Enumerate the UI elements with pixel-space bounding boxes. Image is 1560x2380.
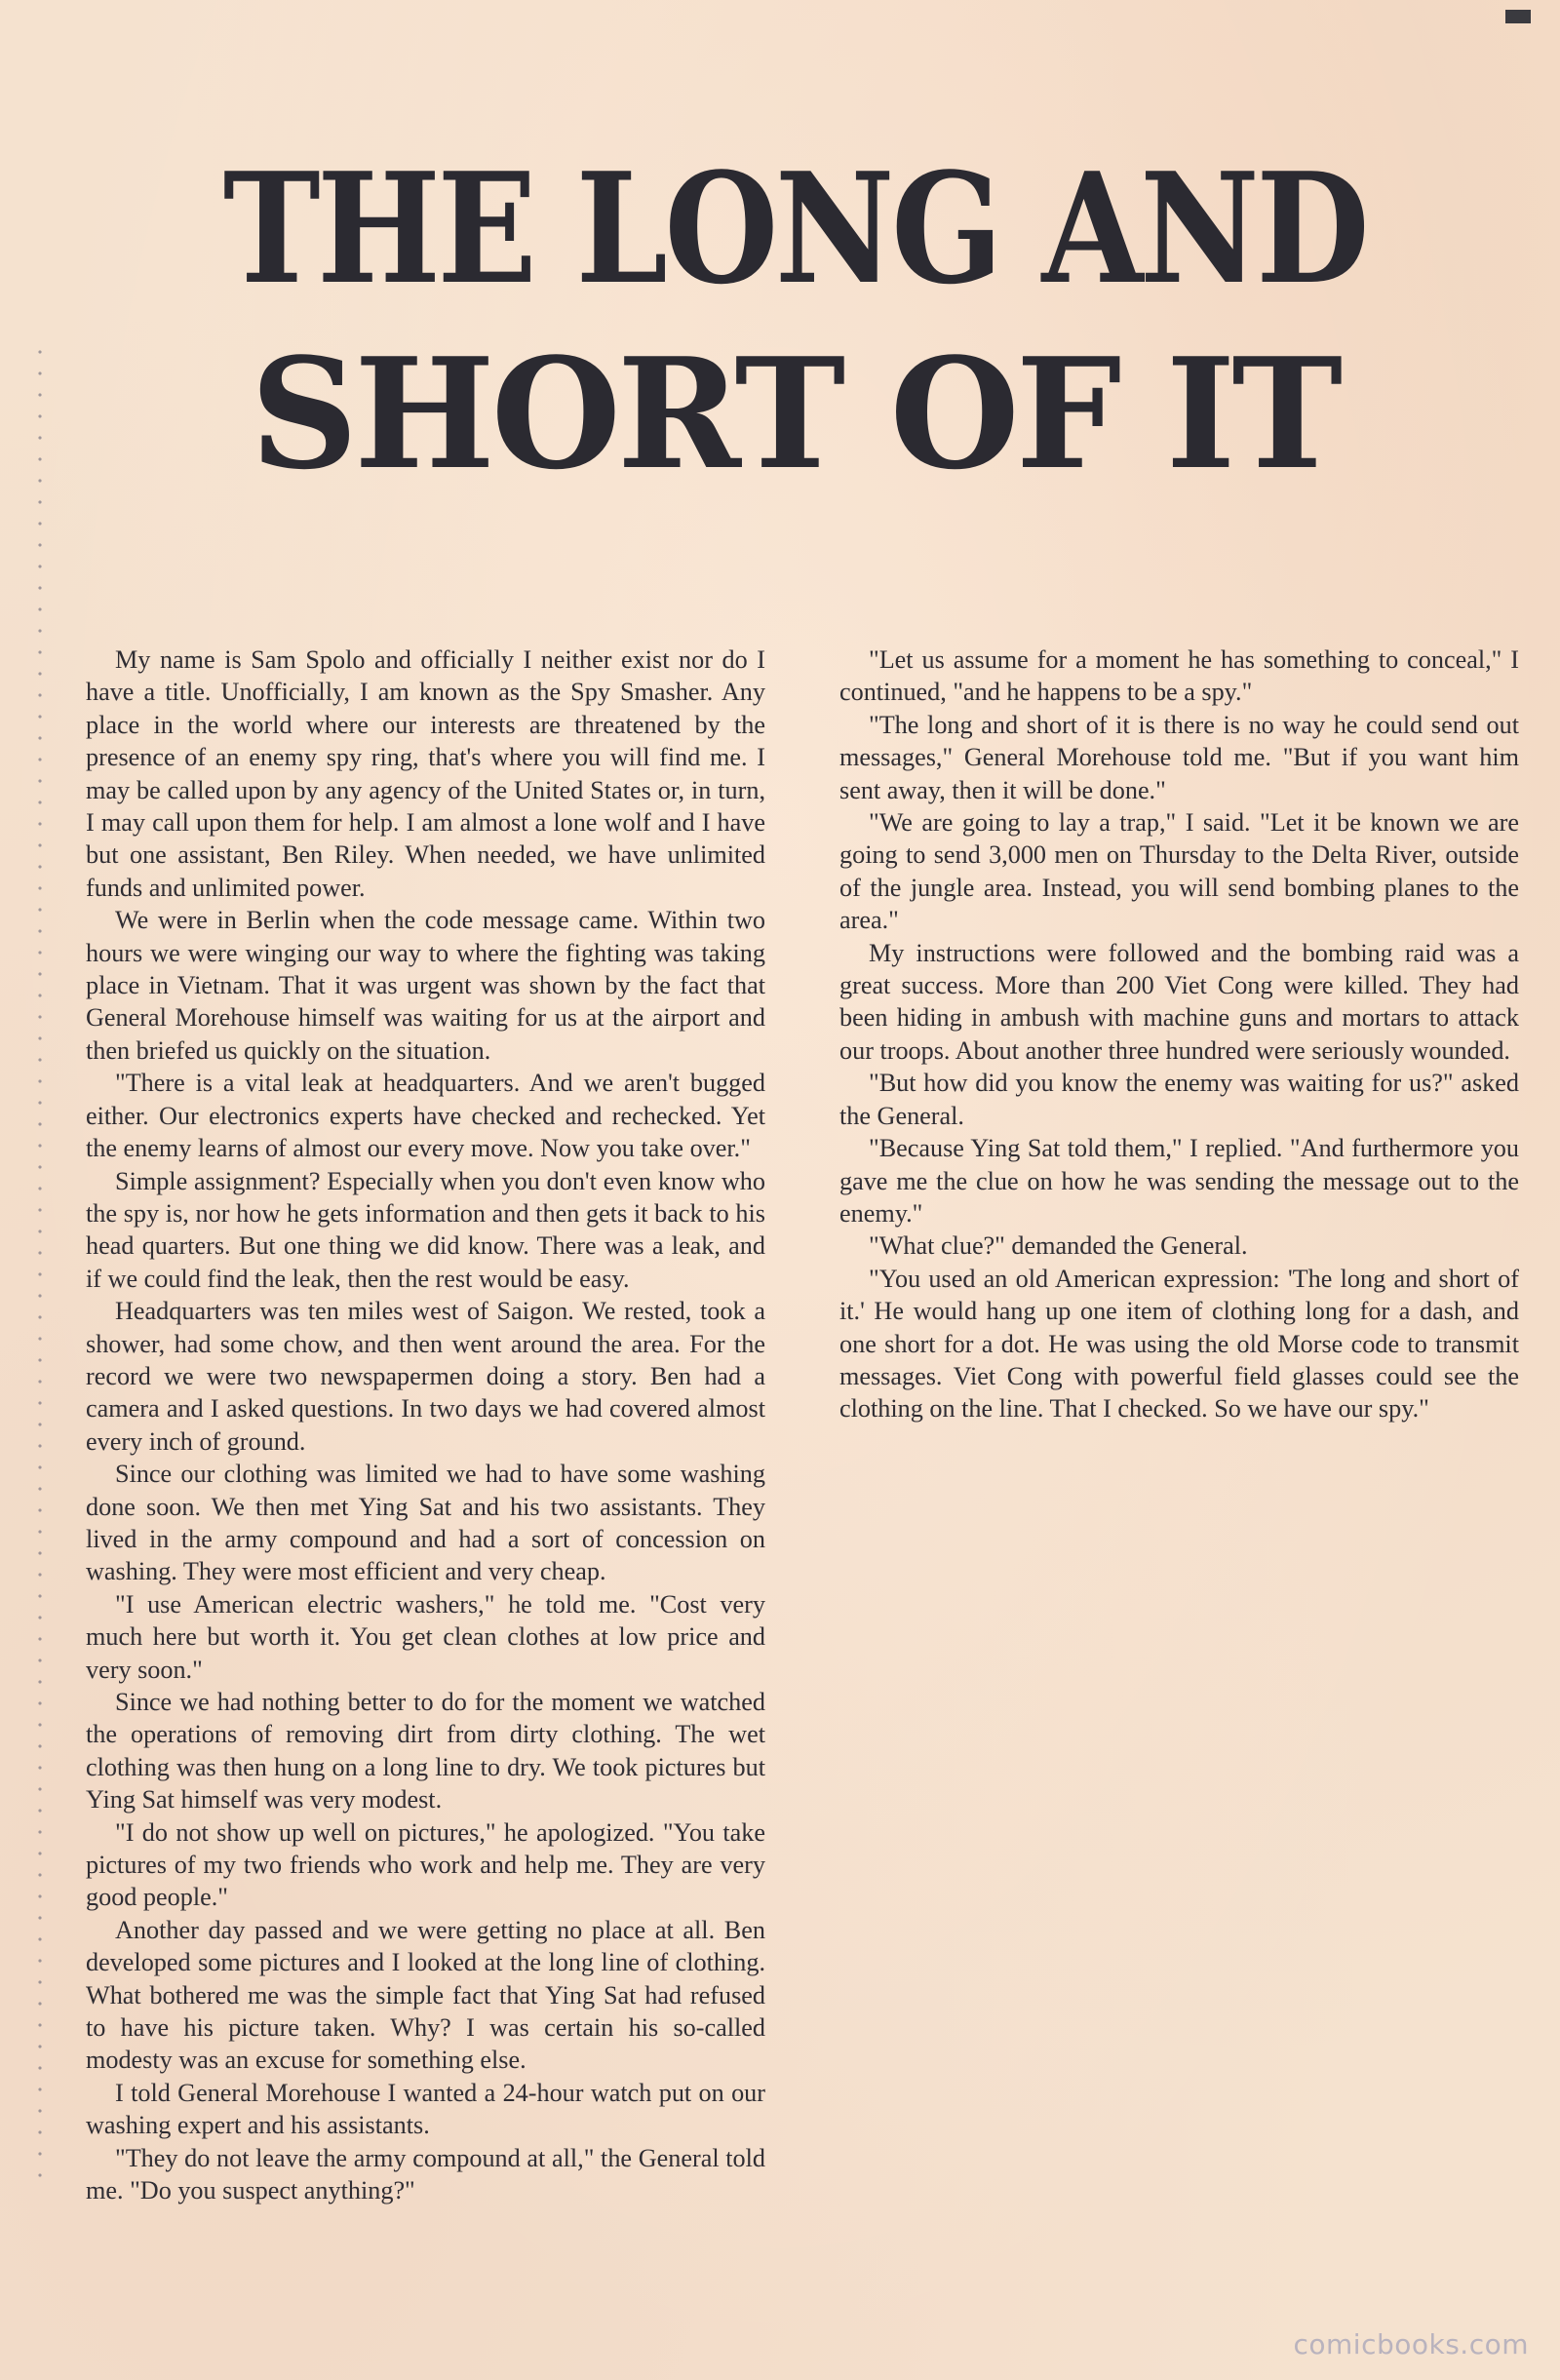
paragraph: We were in Berlin when the code message came. Within two hours we were winging our way to where the fighting was taking place in Vietnam. That it was urgent was shown by the fact that General Morehouse himself was waiting for us at the airport and then briefed us quickly on the situation. — [86, 906, 765, 1065]
paragraph: My name is Sam Spolo and officially I neither exist nor do I have a title. Unofficially, I am known as the Spy Smasher. Any place in the world where our interests are threatened by the presence of an enemy spy ring, that's where you will find me. I may be called upon by any agency of the United States or, in turn, I may call upon them for help. I am almost a lone wolf and I have but one assistant, Ben Riley. When needed, we have unlimited funds and unlimited power. — [86, 645, 765, 902]
binding-holes — [33, 341, 47, 2194]
story-title — [88, 137, 1502, 507]
paragraph: "There is a vital leak at headquarters. And we aren't bugged either. Our electronics experts have checked and rechecked. Yet the enemy learns of almost our every move. Now you take over." — [86, 1069, 765, 1163]
paragraph: "I use American electric washers," he told me. "Cost very much here but worth it. You get clean clothes at low price and very soon." — [86, 1589, 765, 1684]
paragraph: "What clue?" demanded the General. — [869, 1231, 1248, 1261]
paragraph: "We are going to lay a trap," I said. "Let it be known we are going to send 3,000 men on Thursday to the Delta River, outside of the jungle area. Instead, you will send bombing planes to the area." — [839, 808, 1519, 935]
paragraph: Headquarters was ten miles west of Saigon. We rested, took a shower, had some chow, and then went around the area. For the record we were two newspapermen doing a story. Ben had a camera and I asked questions. In two days we had covered almost every inch of ground. — [86, 1297, 765, 1456]
paragraph: My instructions were followed and the bombing raid was a great success. More than 200 Viet Cong were killed. They had been hiding in ambush with machine guns and mortars to attack our troops. About another three hundred were seriously wounded. — [839, 938, 1519, 1065]
paragraph: Another day passed and we were getting no place at all. Ben developed some pictures and I looked at the long line of clothing. What bothered me was the simple fact that Ying Sat had refused to have his picture taken. Why? I was certain his so-called modesty was an excuse for something else. — [86, 1915, 765, 2075]
paragraph: "But how did you know the enemy was waiting for us?" asked the General. — [839, 1069, 1519, 1130]
corner-mark — [1505, 10, 1531, 23]
paragraph: "They do not leave the army compound at all," the General told me. "Do you suspect anything?" — [86, 2143, 765, 2205]
paragraph: Since our clothing was limited we had to have some washing done soon. We then met Ying Sat and his two assistants. They lived in the army compound and had a sort of concession on washing. They were most efficient and very cheap. — [86, 1460, 765, 1586]
site-watermark: comicbooks.com — [1293, 2328, 1529, 2360]
paragraph: Simple assignment? Especially when you don't even know who the spy is, nor how he gets information and then gets it back to his head quarters. But one thing we did know. There was a leak, and if we could find the leak, then the rest would be easy. — [86, 1166, 765, 1293]
title-line-2: SHORT OF IT — [250, 325, 1340, 503]
paragraph: "I do not show up well on pictures," he apologized. "You take pictures of my two friends who work and help me. They are very good people." — [86, 1817, 765, 1912]
article-body — [86, 644, 1519, 2223]
paragraph: "Let us assume for a moment he has something to conceal," I continued, "and he happens to be a spy." — [839, 645, 1519, 707]
title-line-1: THE LONG AND — [222, 139, 1367, 318]
paragraph: "Because Ying Sat told them," I replied. "And furthermore you gave me the clue on how he was sending the message out to the enemy." — [839, 1134, 1519, 1228]
paragraph: I told General Morehouse I wanted a 24-hour watch put on our washing expert and his assistants. — [86, 2078, 765, 2140]
paragraph: Since we had nothing better to do for the moment we watched the operations of removing dirt from dirty clothing. The wet clothing was then hung on a long line to dry. We took pictures but Ying Sat himself was very modest. — [86, 1688, 765, 1814]
paragraph: "The long and short of it is there is no way he could send out messages," General Morehouse told me. "But if you want him sent away, then it will be done." — [839, 710, 1519, 804]
paragraph: "You used an old American expression: 'The long and short of it.' He would hang up one item of clothing long for a dash, and one short for a dot. He was using the old Morse code to transmit messages. Viet Cong with powerful field glasses could see the clothing on the line. That I checked. So we have our spy." — [839, 1264, 1519, 1424]
